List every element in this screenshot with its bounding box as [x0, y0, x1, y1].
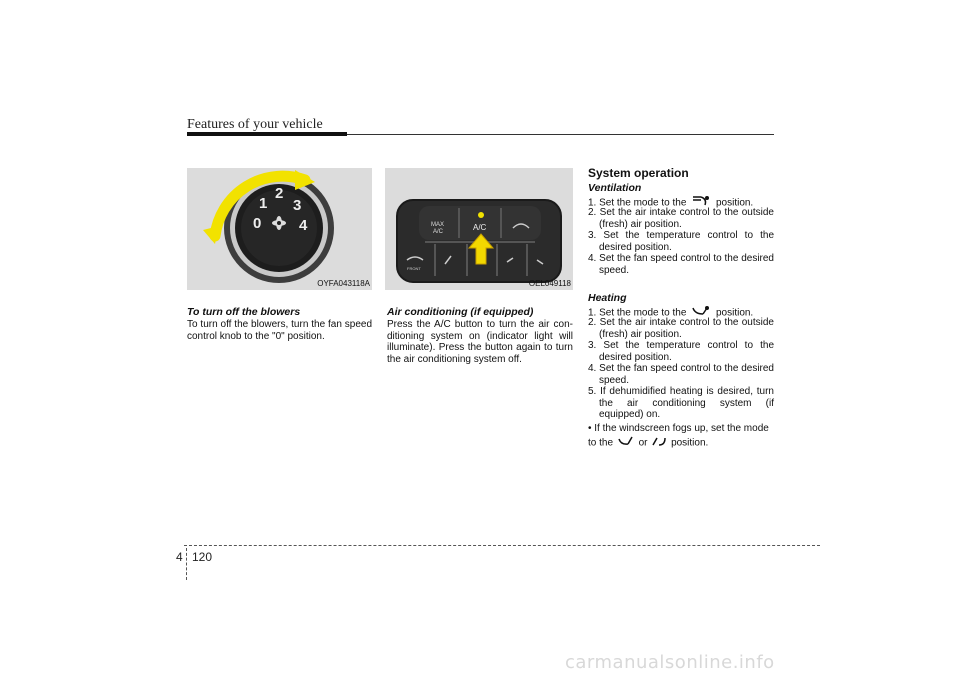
subtitle-turn-off-blowers: To turn off the blowers	[187, 306, 301, 318]
footer-divider-vertical	[186, 548, 187, 580]
figure-code: OYFA043118A	[317, 279, 370, 288]
subtitle-heating: Heating	[588, 292, 627, 304]
floor-defrost-mode-icon	[616, 435, 636, 451]
footer-divider	[184, 545, 820, 546]
ac-panel-illustration	[385, 168, 573, 290]
fan-knob-illustration	[187, 168, 372, 290]
heating-step-1-suffix: position.	[715, 307, 754, 319]
heating-step-5: 5. If dehumidified heating is desired, turn the air conditioning system (if equipped) on.	[588, 386, 774, 420]
ventilation-step-1-text: 1. Set the mode to the	[588, 197, 687, 209]
heating-step-1-text: 1. Set the mode to the	[588, 307, 687, 319]
heating-step-4: 4. Set the fan speed control to the desired speed.	[588, 363, 774, 386]
heating-step-2: 2. Set the air intake control to the outside (fresh) air position.	[588, 317, 774, 340]
fan-knob-figure	[187, 168, 372, 290]
subtitle-ventilation: Ventilation	[588, 182, 642, 194]
knob-label-1: 1	[259, 195, 268, 212]
knob-label-4: 4	[299, 217, 308, 234]
ventilation-step-4: 4. Set the fan speed control to the desired speed.	[588, 253, 774, 276]
body-turn-off-blowers: To turn off the blowers, turn the fan speed control knob to the "0" position.	[187, 319, 372, 342]
watermark: carmanualsonline.info	[565, 652, 775, 673]
header-rule-accent	[187, 132, 347, 136]
knob-label-2: 2	[275, 185, 284, 202]
heating-bullet-suffix: position.	[671, 436, 709, 448]
heating-bullet-or: or	[638, 436, 648, 448]
chapter-number: 4	[176, 550, 183, 564]
body-air-conditioning: Press the A/C button to turn the air con-ditioning system on (indicator light will illuminate). Press the button again to turn the air conditioning system off.	[387, 319, 573, 365]
knob-label-3: 3	[293, 197, 302, 214]
defrost-mode-icon	[650, 435, 668, 451]
max-ac-label: MAX	[431, 222, 445, 228]
ventilation-step-2: 2. Set the air intake control to the outside (fresh) air position.	[588, 207, 774, 230]
max-ac-sub-label: A/C	[433, 229, 444, 235]
figure-code: OEL049118	[528, 279, 571, 288]
heating-step-3: 3. Set the temperature control to the desired position.	[588, 340, 774, 363]
ac-panel-figure	[385, 168, 573, 290]
ventilation-step-3: 3. Set the temperature control to the desired position.	[588, 230, 774, 253]
ventilation-step-1-suffix: position.	[715, 197, 754, 209]
knob-label-0: 0	[253, 215, 262, 232]
heating-bullet	[588, 423, 774, 450]
front-label: FRONT	[407, 266, 421, 271]
heating-bullet-text: • If the windscreen fogs up, set the mode to the	[588, 423, 769, 448]
ac-button-label: A/C	[473, 223, 487, 232]
page-header-title: Features of your vehicle	[187, 117, 323, 132]
page-number: 120	[192, 550, 213, 564]
section-title-system-operation: System operation	[588, 166, 689, 180]
subtitle-air-conditioning: Air conditioning (if equipped)	[387, 306, 534, 318]
